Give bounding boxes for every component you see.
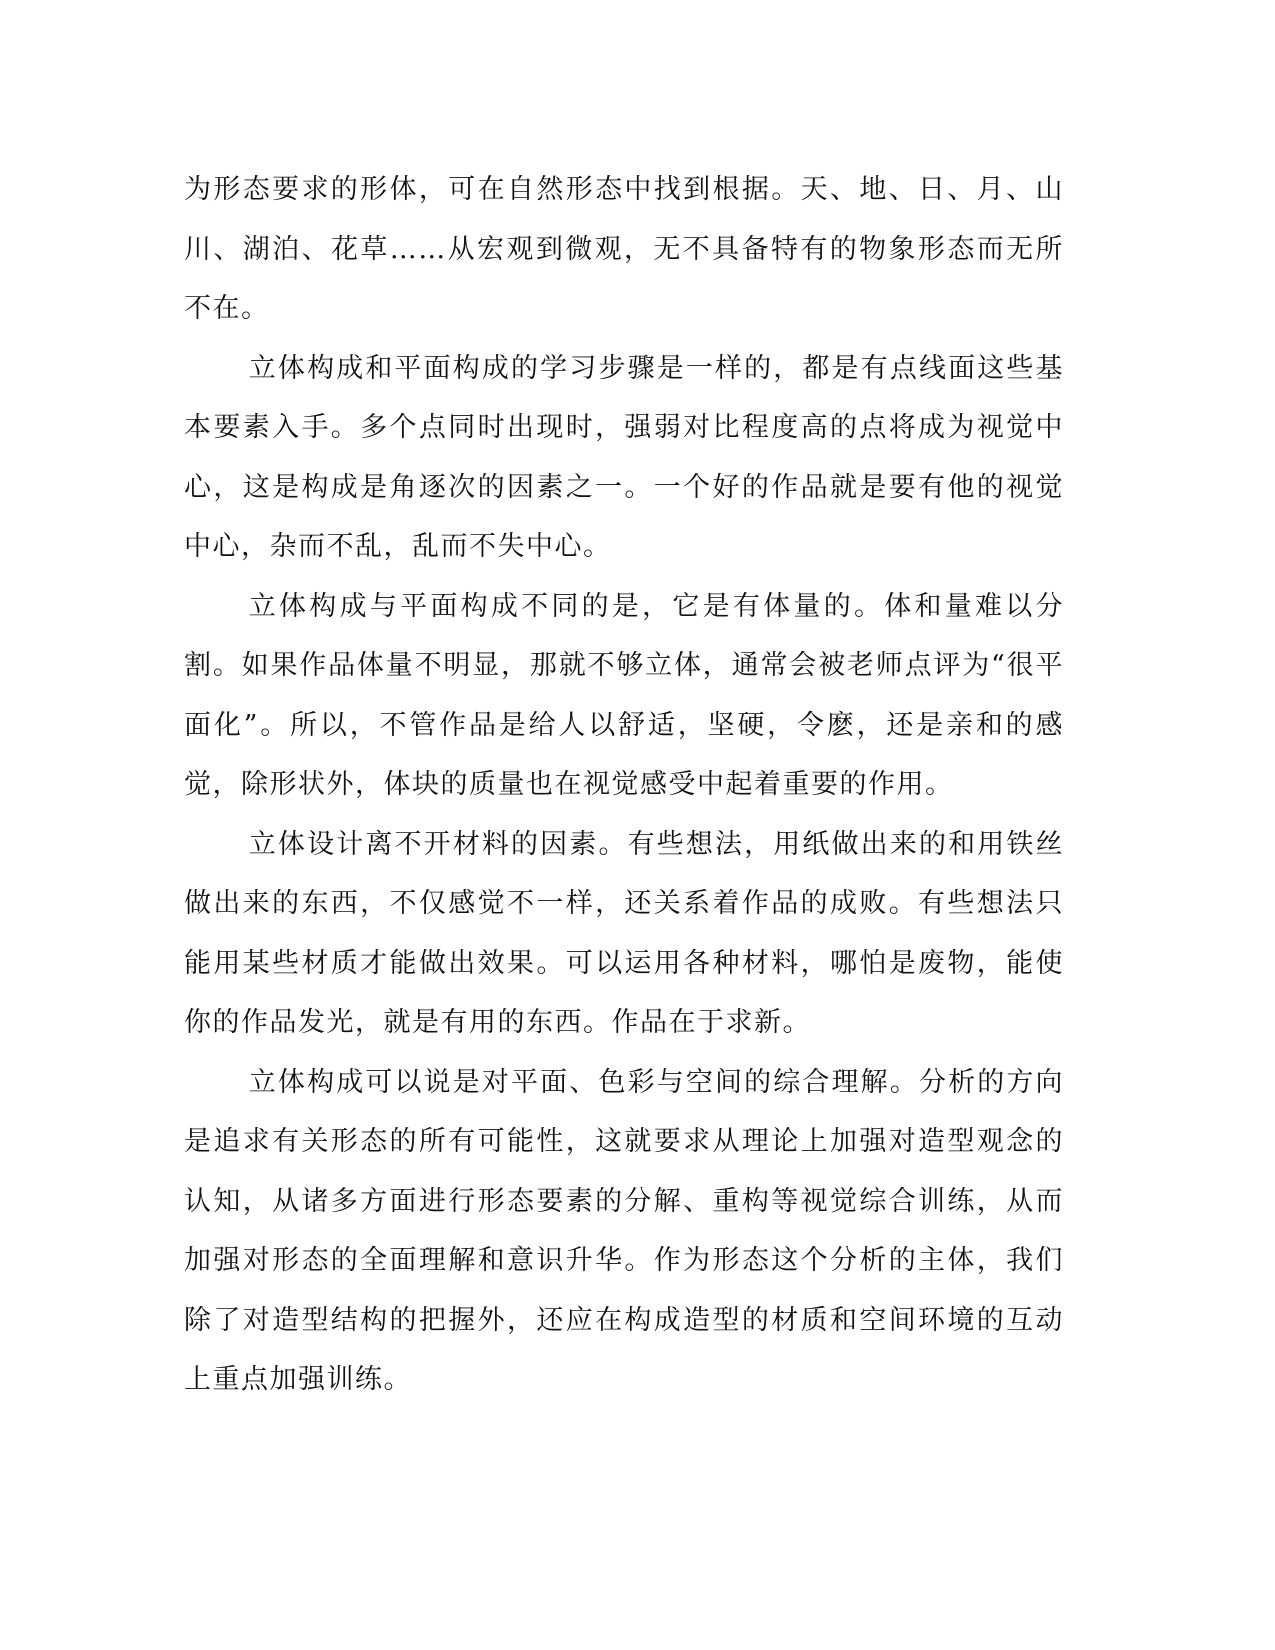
document-body: [184, 160, 1064, 1410]
paragraph-3: 立体构成与平面构成不同的是，它是有体量的。体和量难以分割。如果作品体量不明显，那就不够立体，通常会被老师点评为“很平面化”。所以，不管作品是给人以舒适，坚硬，令麽，还是亲和的感觉，除形状外，体块的质量也在视觉感受中起着重要的作用。: [184, 590, 1064, 800]
paragraph-2: 立体构成和平面构成的学习步骤是一样的，都是有点线面这些基本要素入手。多个点同时出现时，强弱对比程度高的点将成为视觉中心，这是构成是角逐次的因素之一。一个好的作品就是要有他的视觉中心，杂而不乱，乱而不失中心。: [184, 352, 1064, 562]
paragraph-1: 为形态要求的形体，可在自然形态中找到根据。天、地、日、月、山川、湖泊、花草……从宏观到微观，无不具备特有的物象形态而无所不在。: [184, 174, 1064, 324]
paragraph-5: 立体构成可以说是对平面、色彩与空间的综合理解。分析的方向是追求有关形态的所有可能性，这就要求从理论上加强对造型观念的认知，从诸多方面进行形态要素的分解、重构等视觉综合训练，从而加强对形态的全面理解和意识升华。作为形态这个分析的主体，我们除了对造型结构的把握外，还应在构成造型的材质和空间环境的互动上重点加强训练。: [184, 1066, 1064, 1395]
paragraph-4: 立体设计离不开材料的因素。有些想法，用纸做出来的和用铁丝做出来的东西，不仅感觉不一样，还关系着作品的成败。有些想法只能用某些材质才能做出效果。可以运用各种材料，哪怕是废物，能使你的作品发光，就是有用的东西。作品在于求新。: [184, 828, 1064, 1038]
